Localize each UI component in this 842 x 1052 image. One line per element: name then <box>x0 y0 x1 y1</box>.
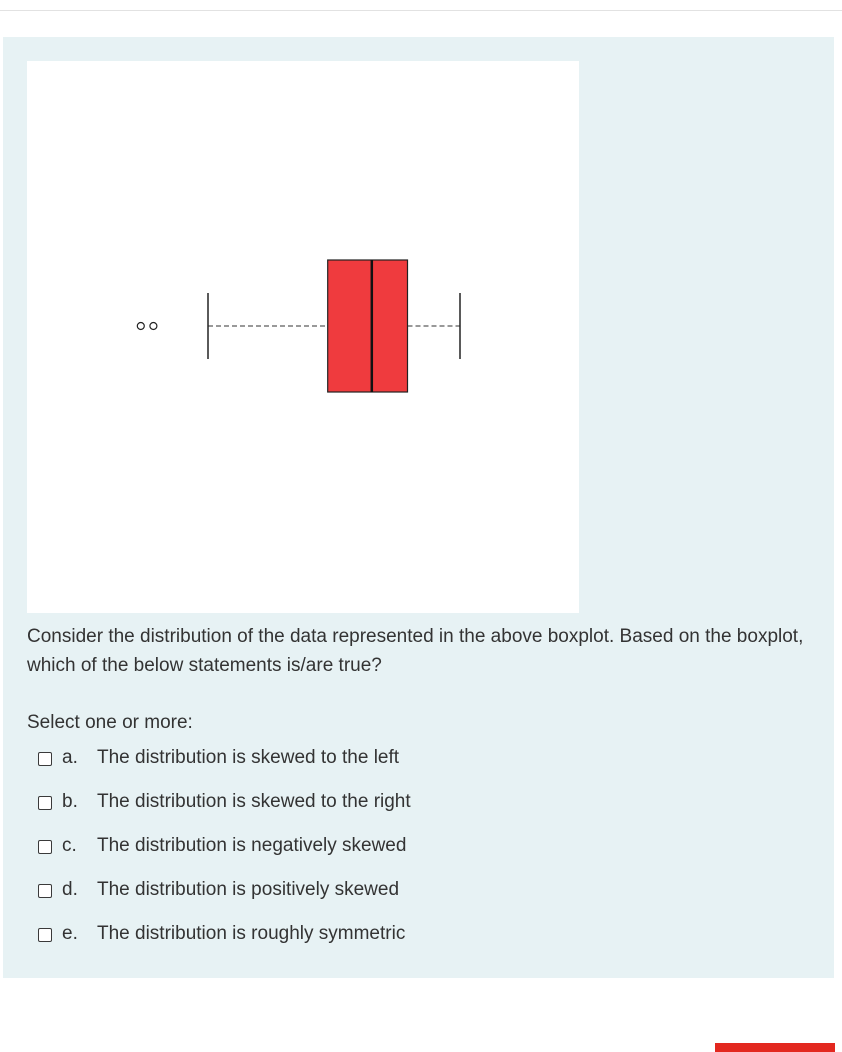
answer-list <box>36 743 736 963</box>
answer-b-label[interactable]: The distribution is skewed to the right <box>97 791 411 812</box>
answer-c-checkbox[interactable] <box>38 840 52 854</box>
boxplot-box <box>328 260 408 392</box>
answer-d-letter: d. <box>62 879 78 900</box>
answer-option-b[interactable] <box>36 787 736 831</box>
boxplot-outlier-point-2 <box>150 323 157 330</box>
answer-c-letter: c. <box>62 835 77 856</box>
boxplot-outlier-point-1 <box>137 323 144 330</box>
answer-a-label[interactable]: The distribution is skewed to the left <box>97 747 400 768</box>
answer-a-checkbox[interactable] <box>38 752 52 766</box>
answer-c-label[interactable]: The distribution is negatively skewed <box>97 835 407 856</box>
answer-e-label[interactable]: The distribution is roughly symmetric <box>97 923 406 944</box>
answer-option-d[interactable] <box>36 875 736 919</box>
answer-e-checkbox[interactable] <box>38 928 52 942</box>
answer-a-letter: a. <box>62 747 78 768</box>
answer-option-a[interactable] <box>36 743 736 787</box>
next-page-button[interactable] <box>715 1043 835 1052</box>
boxplot-figure <box>27 61 579 613</box>
answer-e-letter: e. <box>62 923 78 944</box>
answer-b-letter: b. <box>62 791 78 812</box>
question-text: Consider the distribution of the data represented in the above boxplot. Based on the boxplot, which of the below statements is/are true? <box>27 626 804 676</box>
answer-option-e[interactable] <box>36 919 736 963</box>
answer-d-label[interactable]: The distribution is positively skewed <box>97 879 400 900</box>
top-divider <box>0 10 842 11</box>
select-prompt: Select one or more: <box>27 712 193 733</box>
answer-option-c[interactable] <box>36 831 736 875</box>
boxplot-chart <box>27 61 579 613</box>
answer-d-checkbox[interactable] <box>38 884 52 898</box>
question-panel <box>3 37 834 978</box>
answer-b-checkbox[interactable] <box>38 796 52 810</box>
